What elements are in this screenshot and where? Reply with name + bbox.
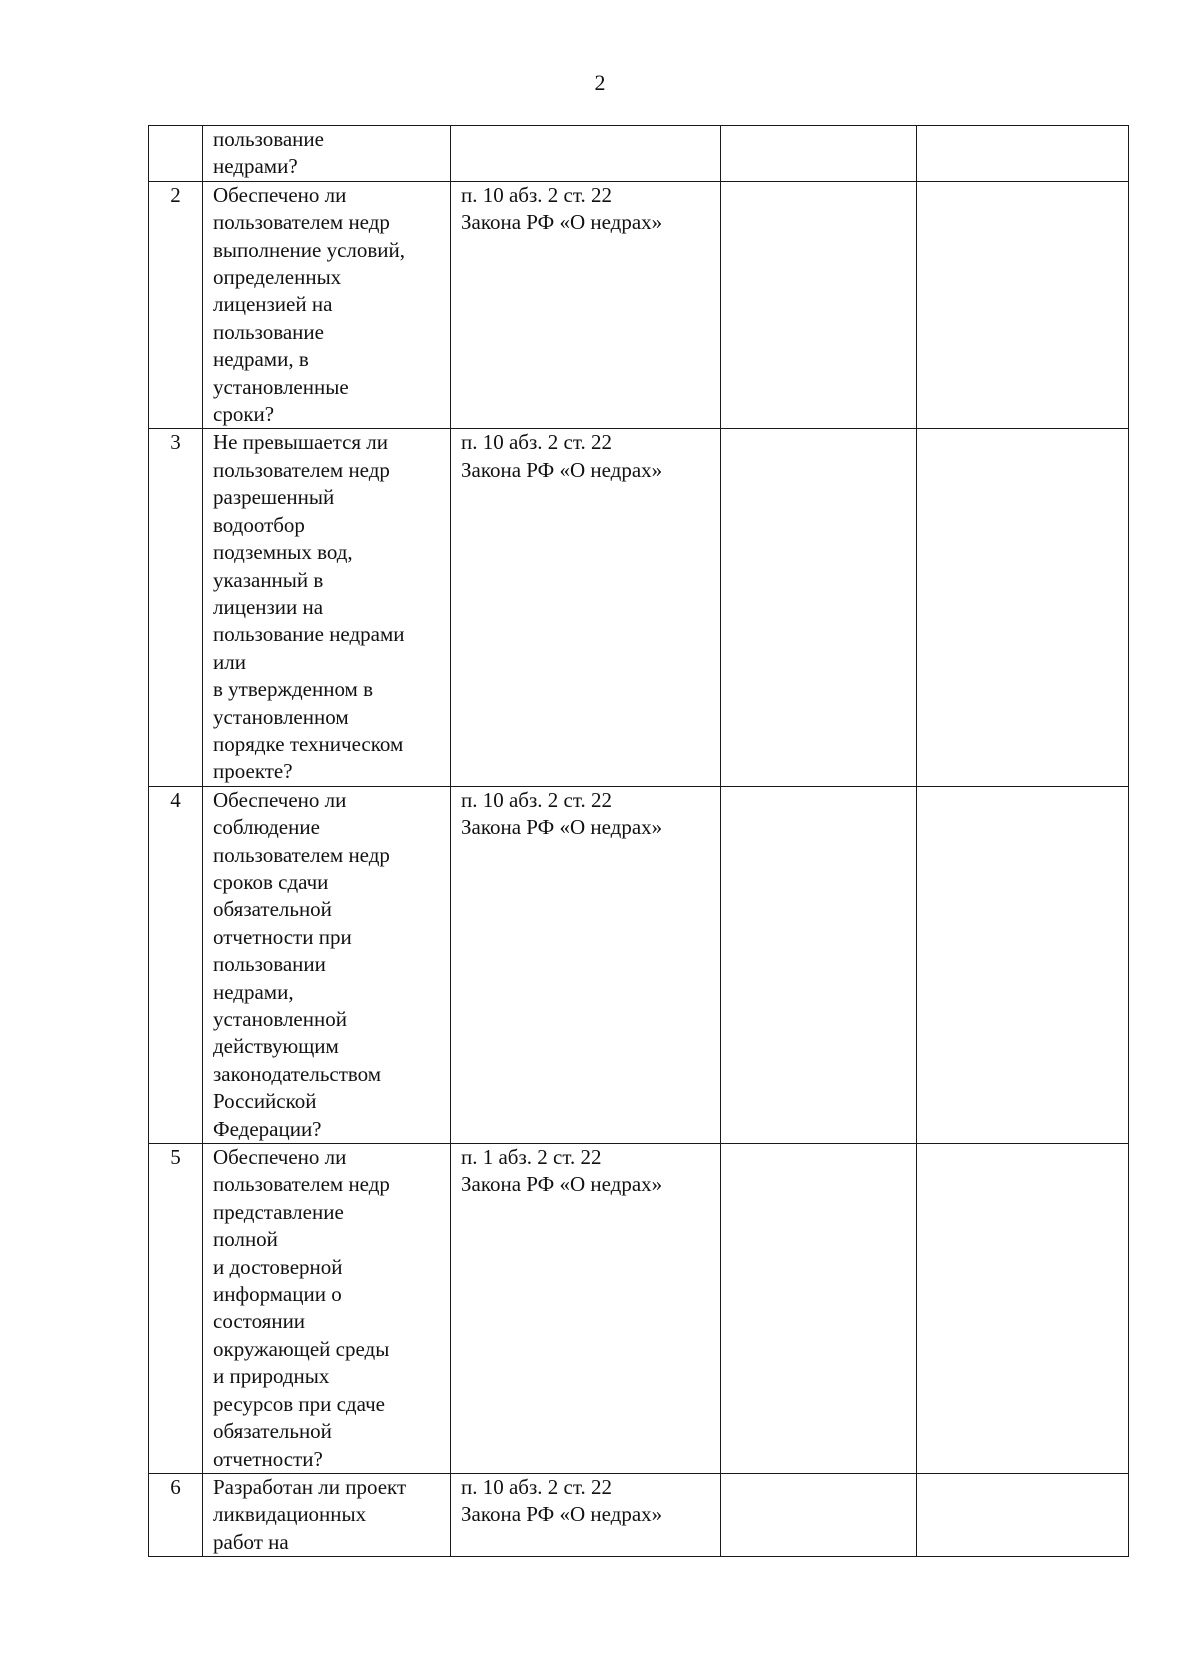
checklist-table: [148, 125, 1129, 1557]
notes-cell: [917, 1473, 1129, 1556]
reference-cell: [451, 126, 721, 182]
reference-cell: п. 1 абз. 2 ст. 22 Закона РФ «О недрах»: [451, 1144, 721, 1474]
answer-cell: [721, 1473, 917, 1556]
answer-cell: [721, 126, 917, 182]
notes-cell: [917, 181, 1129, 429]
table-row: [149, 181, 1129, 429]
answer-cell: [721, 181, 917, 429]
table-row: [149, 1473, 1129, 1556]
notes-cell: [917, 1144, 1129, 1474]
question-cell: Обеспечено ли пользователем недр выполнение условий, определенных лицензией на пользование недрами, в установленные сроки?: [203, 181, 451, 429]
answer-cell: [721, 1144, 917, 1474]
question-cell: Разработан ли проект ликвидационных работ на: [203, 1473, 451, 1556]
question-cell: Обеспечено ли пользователем недр представление полной и достоверной информации о состоянии окружающей среды и природных ресурсов при сдаче обязательной отчетности?: [203, 1144, 451, 1474]
row-number-cell: 2: [149, 181, 203, 429]
question-cell: пользование недрами?: [203, 126, 451, 182]
row-number-cell: 4: [149, 786, 203, 1143]
row-number-cell: 6: [149, 1473, 203, 1556]
notes-cell: [917, 786, 1129, 1143]
table-row: [149, 1144, 1129, 1474]
answer-cell: [721, 786, 917, 1143]
notes-cell: [917, 126, 1129, 182]
reference-cell: п. 10 абз. 2 ст. 22 Закона РФ «О недрах»: [451, 429, 721, 786]
notes-cell: [917, 429, 1129, 786]
reference-cell: п. 10 абз. 2 ст. 22 Закона РФ «О недрах»: [451, 1473, 721, 1556]
reference-cell: п. 10 абз. 2 ст. 22 Закона РФ «О недрах»: [451, 786, 721, 1143]
reference-cell: п. 10 абз. 2 ст. 22 Закона РФ «О недрах»: [451, 181, 721, 429]
row-number-cell: 5: [149, 1144, 203, 1474]
row-number-cell: [149, 126, 203, 182]
page-number: 2: [594, 70, 606, 95]
answer-cell: [721, 429, 917, 786]
row-number-cell: 3: [149, 429, 203, 786]
question-cell: Обеспечено ли соблюдение пользователем недр сроков сдачи обязательной отчетности при пользовании недрами, установленной действующим законодательством Российской Федерации?: [203, 786, 451, 1143]
question-cell: Не превышается ли пользователем недр разрешенный водоотбор подземных вод, указанный в лицензии на пользование недрами или в утвержденном в установленном порядке техническом проекте?: [203, 429, 451, 786]
table-row: [149, 786, 1129, 1143]
table-row: [149, 126, 1129, 182]
table-row: [149, 429, 1129, 786]
